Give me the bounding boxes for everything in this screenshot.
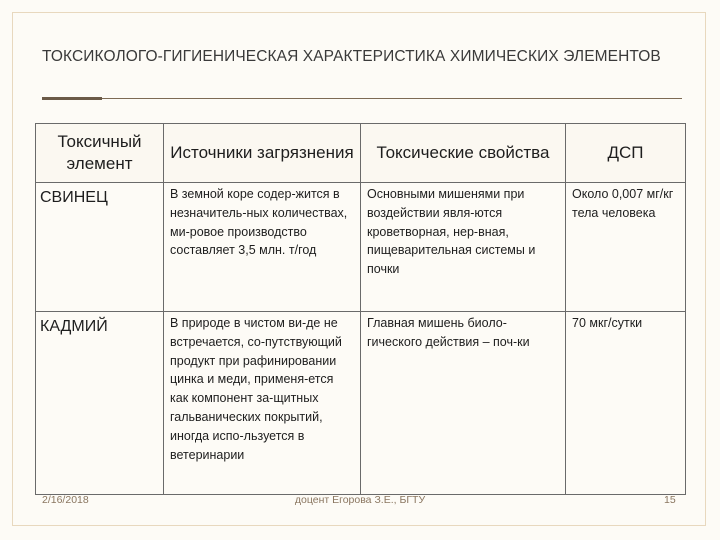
- row-dsp: Около 0,007 мг/кг тела человека: [566, 183, 686, 312]
- header-properties: Токсические свойства: [361, 124, 566, 183]
- table-row: [36, 183, 686, 312]
- row-element: КАДМИЙ: [36, 312, 164, 495]
- row-element: СВИНЕЦ: [36, 183, 164, 312]
- characteristics-table: [35, 123, 686, 495]
- row-sources: В природе в чистом ви-де не встречается, со-путствующий продукт при рафинировании цинка и меди, применя-ется как компонент за-щитных гальванических покрытий, иногда испо-льзуется в ветеринарии: [164, 312, 361, 495]
- footer-author: доцент Егорова З.Е., БГТУ: [294, 494, 426, 506]
- table-header-row: [36, 124, 686, 183]
- row-properties: Основными мишенями при воздействии явля-ются кроветворная, нер-вная, пищеварительная системы и почки: [361, 183, 566, 312]
- footer-date: 2/16/2018: [42, 494, 89, 506]
- row-properties: Главная мишень биоло-гического действия – поч-ки: [361, 312, 566, 495]
- footer-page-number: 15: [664, 494, 676, 506]
- row-dsp: 70 мкг/сутки: [566, 312, 686, 495]
- header-element: Токсичный элемент: [36, 124, 164, 183]
- row-sources: В земной коре содер-жится в незначитель-ных количествах, ми-ровое производство составляет 3,5 млн. т/год: [164, 183, 361, 312]
- slide-title: ТОКСИКОЛОГО-ГИГИЕНИЧЕСКАЯ ХАРАКТЕРИСТИКА ХИМИЧЕСКИХ ЭЛЕМЕНТОВ: [42, 48, 661, 65]
- table-row: [36, 312, 686, 495]
- header-dsp: ДСП: [566, 124, 686, 183]
- title-divider: [42, 98, 682, 99]
- header-sources: Источники загрязнения: [164, 124, 361, 183]
